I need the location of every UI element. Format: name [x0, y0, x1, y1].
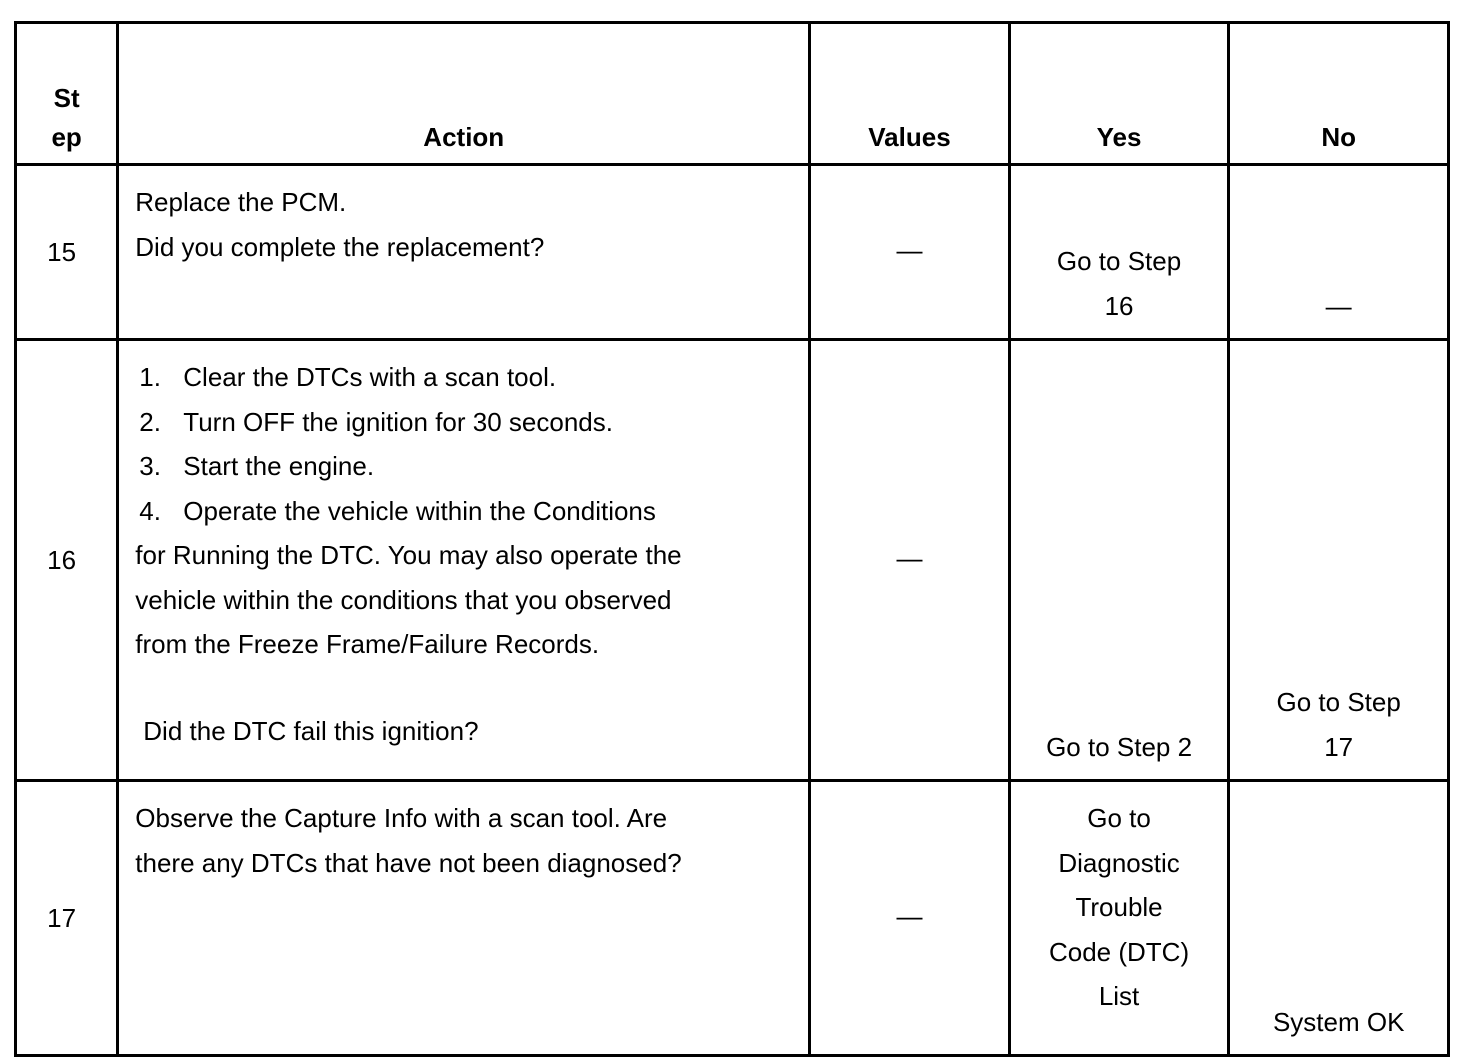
list-text: Clear the DTCs with a scan tool.: [183, 362, 557, 392]
table-row: [16, 165, 1449, 340]
yes-cell: [1009, 340, 1229, 781]
no-line: 17: [1324, 731, 1354, 762]
header-no: No: [1229, 23, 1449, 165]
action-line: there any DTCs that have not been diagnosed?: [135, 847, 682, 878]
header-step-line-2: ep: [51, 122, 82, 152]
table-row: [16, 781, 1449, 1056]
list-number: 1.: [139, 362, 161, 392]
no-line: —: [1325, 290, 1352, 321]
no-line: Go to Step: [1276, 687, 1401, 717]
action-list-item: [135, 400, 798, 445]
step-number: 15: [16, 165, 118, 340]
no-cell: [1229, 165, 1449, 340]
yes-line: Go to Step 2: [1046, 731, 1193, 762]
action-line: from the Freeze Frame/Failure Records.: [135, 629, 600, 659]
header-values: Values: [810, 23, 1010, 165]
diagnostic-table: [14, 21, 1450, 1057]
values-cell: —: [810, 165, 1010, 340]
yes-line: Code (DTC): [1048, 936, 1190, 967]
header-yes: Yes: [1009, 23, 1229, 165]
yes-line: List: [1098, 981, 1140, 1011]
action-list-item: [135, 355, 798, 400]
values-cell: —: [810, 340, 1010, 781]
action-list-item: [135, 444, 798, 489]
no-cell: [1229, 340, 1449, 781]
action-line: Did you complete the replacement?: [135, 231, 545, 262]
action-line: Observe the Capture Info with a scan tool. Are: [135, 803, 668, 833]
action-list-item: [135, 489, 798, 534]
no-line: System OK: [1272, 1006, 1405, 1037]
header-action: Action: [118, 23, 810, 165]
yes-line: Trouble: [1075, 892, 1163, 922]
list-number: 3.: [139, 451, 161, 481]
list-text: Start the engine.: [183, 451, 375, 481]
table-row: [16, 340, 1449, 781]
action-line: for Running the DTC. You may also operate the: [135, 540, 682, 570]
action-line: vehicle within the conditions that you observed: [135, 584, 672, 615]
yes-line: Go to: [1087, 803, 1151, 833]
yes-line: Diagnostic: [1058, 847, 1180, 878]
action-cell: [118, 165, 810, 340]
step-number: 17: [16, 781, 118, 1056]
list-number: 4.: [139, 495, 161, 526]
header-step: [16, 23, 118, 165]
step-number: 16: [16, 340, 118, 781]
header-row: [16, 23, 1449, 165]
action-cell: [118, 781, 810, 1056]
list-number: 2.: [139, 406, 161, 437]
yes-cell: [1009, 781, 1229, 1056]
values-cell: —: [810, 781, 1010, 1056]
header-step-line-1: St: [53, 83, 80, 113]
list-text: Turn OFF the ignition for 30 seconds.: [183, 406, 613, 437]
spacer: [135, 667, 798, 709]
action-cell: [118, 340, 810, 781]
yes-line: Go to Step: [1056, 246, 1182, 276]
no-cell: [1229, 781, 1449, 1056]
list-text: Operate the vehicle within the Conditions: [183, 495, 656, 526]
action-question: Did the DTC fail this ignition?: [143, 715, 479, 746]
yes-cell: [1009, 165, 1229, 340]
action-line: Replace the PCM.: [135, 187, 347, 217]
yes-line: 16: [1104, 290, 1134, 321]
